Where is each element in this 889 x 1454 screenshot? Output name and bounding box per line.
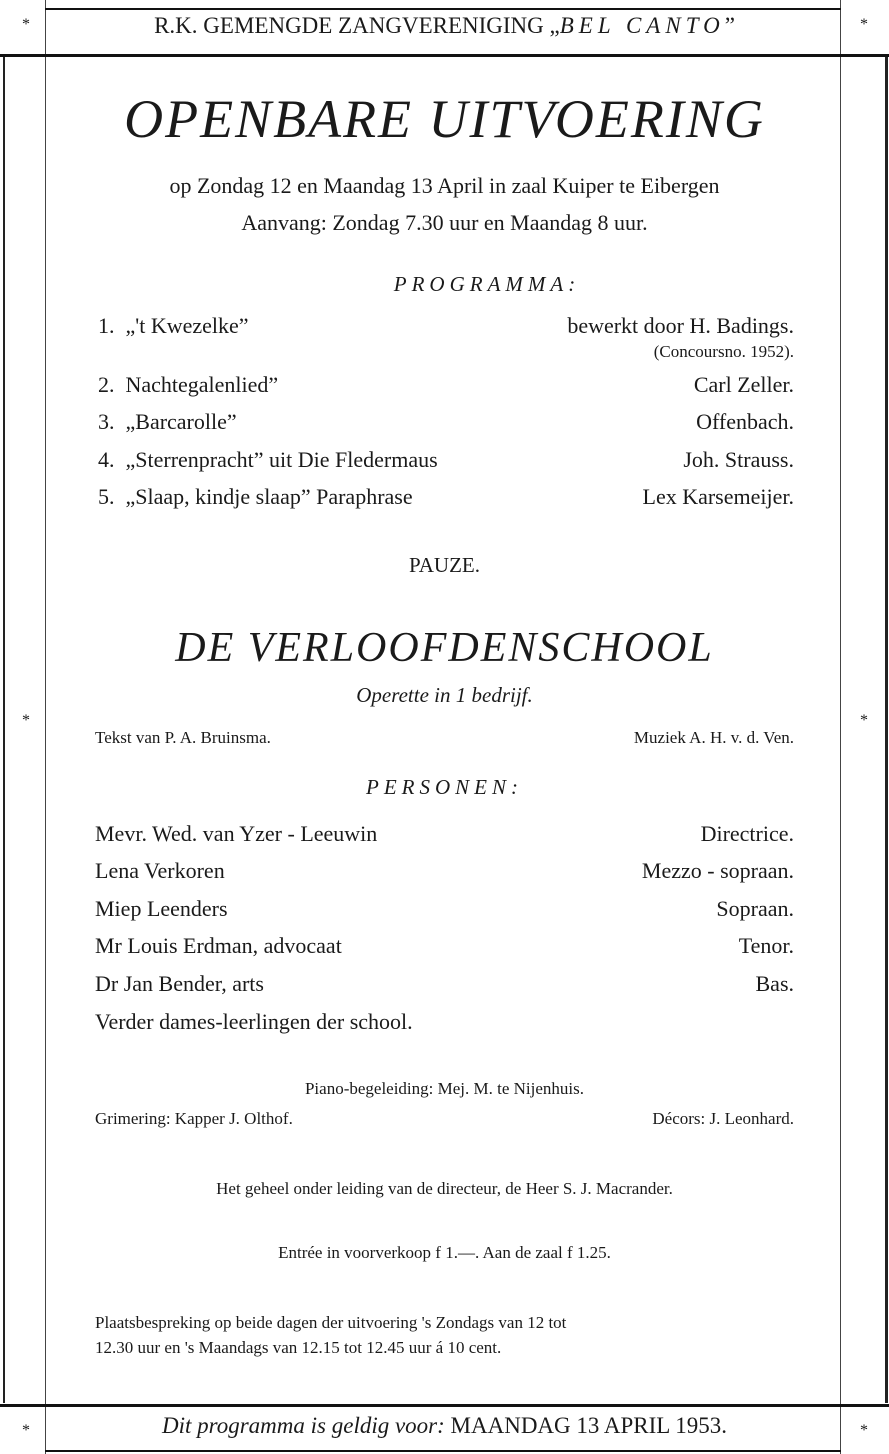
- star-icon: *: [22, 16, 30, 33]
- program-item: 3. „Barcarolle” Offenbach.: [98, 409, 794, 434]
- personen-heading: PERSONEN:: [366, 775, 523, 799]
- cast-row: Dr Jan Bender, arts Bas.: [95, 971, 794, 996]
- validity-footer: Dit programma is geldig voor: MAANDAG 13 APRIL 1953.: [161, 1413, 727, 1438]
- society-header: R.K. GEMENGDE ZANGVERENIGING „BEL CANTO”: [154, 13, 735, 38]
- bottom-rule: [45, 1450, 841, 1452]
- program-item: 4. „Sterrenpracht” uit Die Fledermaus Joh. Strauss.: [98, 447, 794, 472]
- program-item: 5. „Slaap, kindje slaap” Paraphrase Lex Karsemeijer.: [98, 484, 794, 509]
- cast-row: Mr Louis Erdman, advocaat Tenor.: [95, 933, 794, 958]
- piano-credit: Piano-begeleiding: Mej. M. te Nijenhuis.: [304, 1079, 585, 1098]
- program-note: (Concoursno. 1952).: [653, 342, 794, 361]
- rule-upper: [0, 54, 889, 57]
- cast-row: Lena Verkoren Mezzo - sopraan.: [95, 858, 794, 883]
- date-line: op Zondag 12 en Maandag 13 April in zaal Kuiper te Eibergen: [169, 173, 720, 198]
- top-rule: [45, 8, 841, 10]
- pauze: PAUZE.: [409, 553, 480, 577]
- programma-heading: PROGRAMMA:: [393, 272, 581, 296]
- start-line: Aanvang: Zondag 7.30 uur en Maandag 8 uur.: [241, 210, 648, 235]
- program-item: 2. Nachtegalenlied” Carl Zeller.: [98, 372, 794, 397]
- rule-lower: [0, 1404, 889, 1407]
- crew-row: Grimering: Kapper J. Olthof. Décors: J. Leonhard.: [95, 1109, 794, 1128]
- star-icon: *: [22, 1422, 30, 1439]
- cast-row: Miep Leenders Sopraan.: [95, 896, 794, 921]
- star-icon: *: [22, 712, 30, 729]
- credits-row: Tekst van P. A. Bruinsma. Muziek A. H. v. d. Ven.: [95, 728, 794, 747]
- reservation-line-2: 12.30 uur en 's Maandags van 12.15 tot 12.45 uur á 10 cent.: [95, 1338, 502, 1357]
- cast-row: Mevr. Wed. van Yzer - Leeuwin Directrice.: [95, 821, 794, 846]
- star-icon: *: [860, 712, 868, 729]
- operette-subtitle: Operette in 1 bedrijf.: [356, 683, 533, 707]
- entree-line: Entrée in voorverkoop f 1.—. Aan de zaal f 1.25.: [278, 1243, 611, 1262]
- star-icon: *: [860, 16, 868, 33]
- cast-note: Verder dames-leerlingen der school.: [95, 1009, 413, 1034]
- direction-line: Het geheel onder leiding van de directeur, de Heer S. J. Macrander.: [216, 1179, 673, 1198]
- star-icon: *: [860, 1422, 868, 1439]
- program-item: 1. „'t Kwezelke” bewerkt door H. Badings.: [98, 313, 794, 338]
- page-title: OPENBARE UITVOERING: [124, 89, 765, 149]
- operette-title: DE VERLOOFDENSCHOOL: [175, 625, 714, 671]
- reservation-line-1: Plaatsbespreking op beide dagen der uitvoering 's Zondags van 12 tot: [95, 1313, 567, 1332]
